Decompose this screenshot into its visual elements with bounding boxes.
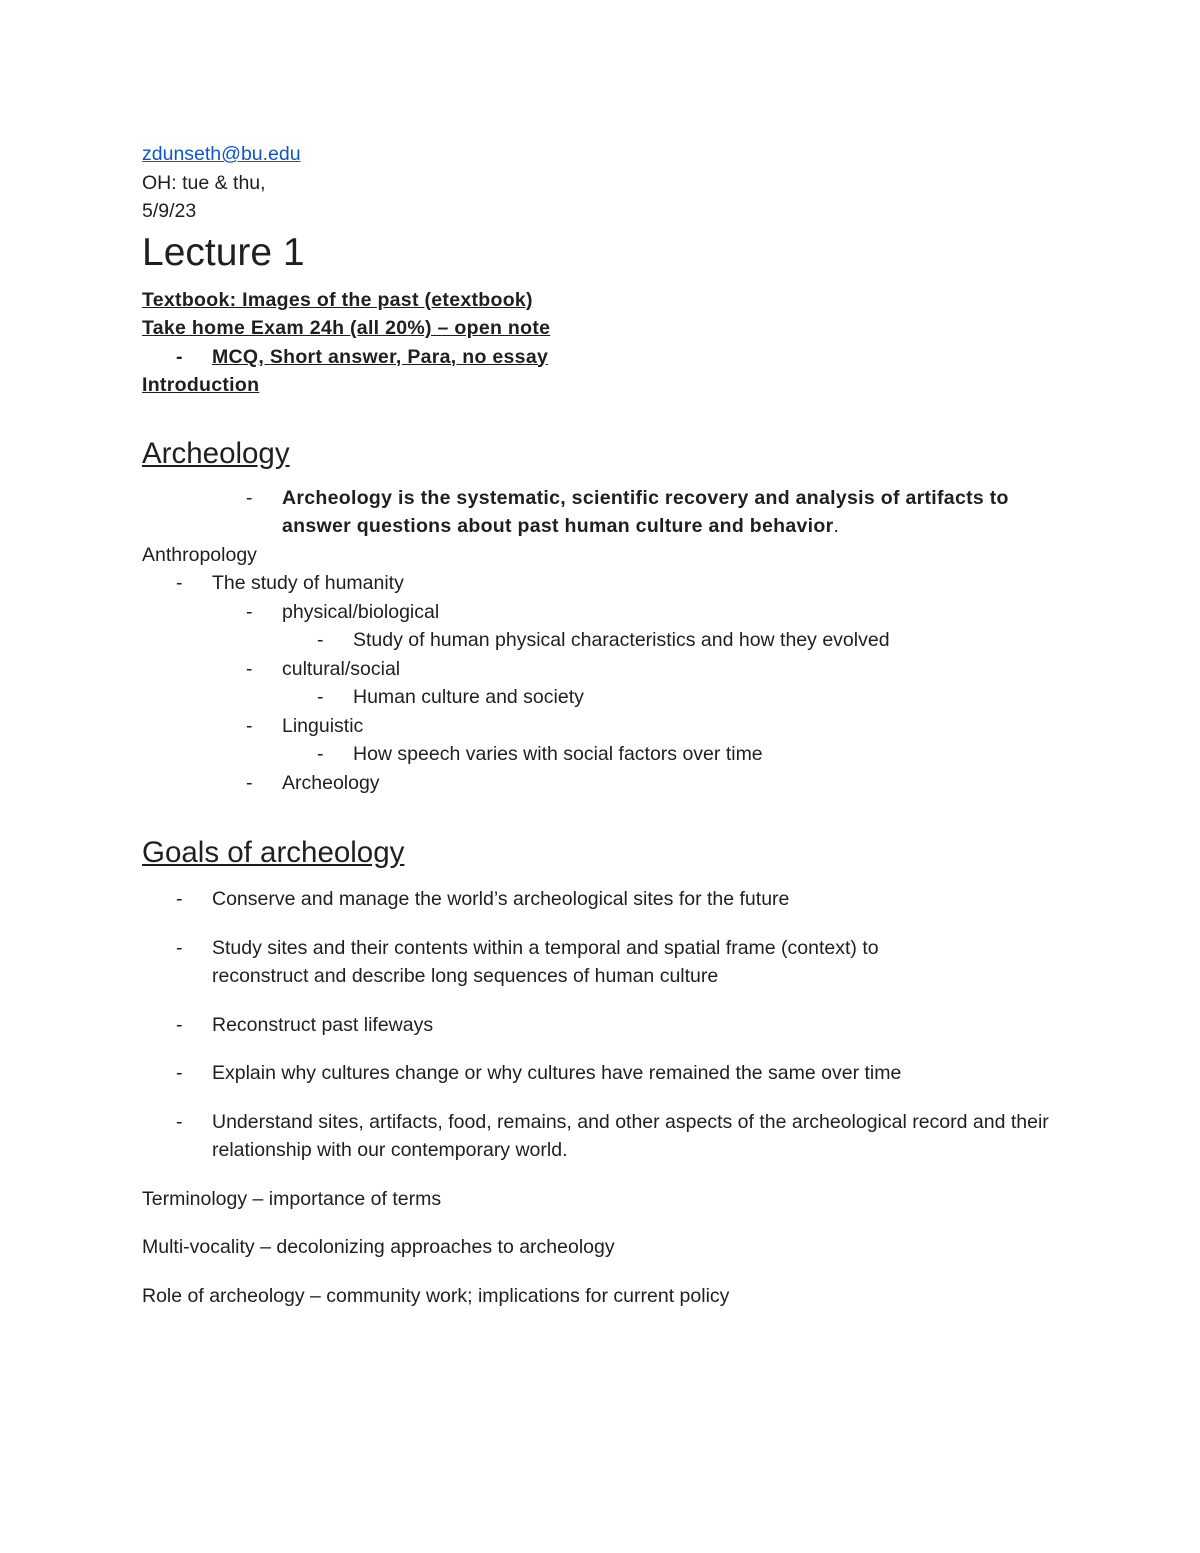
bullet-dash: - [176, 1062, 183, 1084]
study-of-humanity-text: The study of humanity [212, 572, 404, 594]
definition-period: . [833, 515, 839, 537]
goal-item [142, 885, 1062, 914]
anthropology-label: Anthropology [142, 543, 257, 566]
subfield-item [142, 712, 1062, 741]
bullet-dash: - [176, 572, 183, 594]
archeology-definition: Archeology is the systematic, scientific recovery and analysis of artifacts to answer questions about past human culture and behavior [282, 486, 1009, 537]
bullet-dash: - [317, 743, 324, 765]
bullet-dash: - [317, 686, 324, 708]
goal-text: Study sites and their contents within a temporal and spatial frame (context) to reconstruct and describe long sequences of human culture [212, 936, 879, 987]
archeology-definition-item [142, 484, 1062, 541]
bullet-dash: - [176, 345, 183, 368]
subfield-detail-item [142, 740, 1062, 769]
goals-heading: Goals of archeology [142, 836, 405, 869]
bullet-dash: - [176, 936, 183, 959]
bullet-dash: - [176, 1013, 183, 1036]
subfield-detail: How speech varies with social factors over time [353, 743, 763, 765]
subfield-detail-item [142, 683, 1062, 712]
textbook-info: Textbook: Images of the past (etextbook) [142, 288, 533, 311]
bullet-dash: - [246, 771, 253, 794]
introduction-label: Introduction [142, 374, 260, 396]
exam-format-item [142, 343, 1062, 372]
role-note: Role of archeology – community work; implications for current policy [142, 1284, 730, 1307]
goal-text: Explain why cultures change or why cultures have remained the same over time [212, 1062, 902, 1084]
goal-text: Reconstruct past lifeways [212, 1013, 434, 1036]
email-line [142, 140, 1062, 169]
goal-item [142, 1108, 1062, 1165]
bullet-dash: - [246, 600, 253, 623]
page-title: Lecture 1 [142, 230, 305, 274]
subfield-item [142, 598, 1062, 627]
bullet-dash: - [246, 486, 253, 509]
subfield-item [142, 769, 1062, 798]
subfield-item [142, 655, 1062, 684]
subfield-name: Linguistic [282, 714, 364, 737]
lecture-date: 5/9/23 [142, 200, 197, 222]
bullet-dash: - [176, 888, 183, 910]
bullet-dash: - [317, 629, 324, 651]
study-of-humanity-item [142, 569, 1062, 598]
exam-info: Take home Exam 24h (all 20%) – open note [142, 317, 551, 339]
goal-text: Conserve and manage the world’s archeological sites for the future [212, 888, 790, 910]
goal-item [142, 934, 1062, 991]
subfield-name: Archeology [282, 771, 380, 794]
email-link[interactable]: zdunseth@bu.edu [142, 143, 301, 165]
office-hours: OH: tue & thu, [142, 171, 266, 194]
subfield-detail: Study of human physical characteristics and how they evolved [353, 629, 890, 651]
subfield-detail-item [142, 626, 1062, 655]
bullet-dash: - [246, 714, 253, 737]
terminology-note: Terminology – importance of terms [142, 1187, 442, 1210]
exam-format-text: MCQ, Short answer, Para, no essay [212, 345, 549, 368]
subfield-name: physical/biological [282, 600, 440, 623]
subfield-detail: Human culture and society [353, 686, 584, 708]
bullet-dash: - [246, 657, 253, 680]
goal-item [142, 1011, 1062, 1040]
archeology-heading: Archeology [142, 436, 290, 470]
subfield-name: cultural/social [282, 657, 401, 680]
document-page [142, 140, 1062, 1310]
multivocality-note: Multi-vocality – decolonizing approaches to archeology [142, 1236, 615, 1258]
goal-text: Understand sites, artifacts, food, remains, and other aspects of the archeological record and their relationship with our contemporary world. [212, 1110, 1049, 1161]
bullet-dash: - [176, 1110, 183, 1133]
goal-item [142, 1059, 1062, 1088]
